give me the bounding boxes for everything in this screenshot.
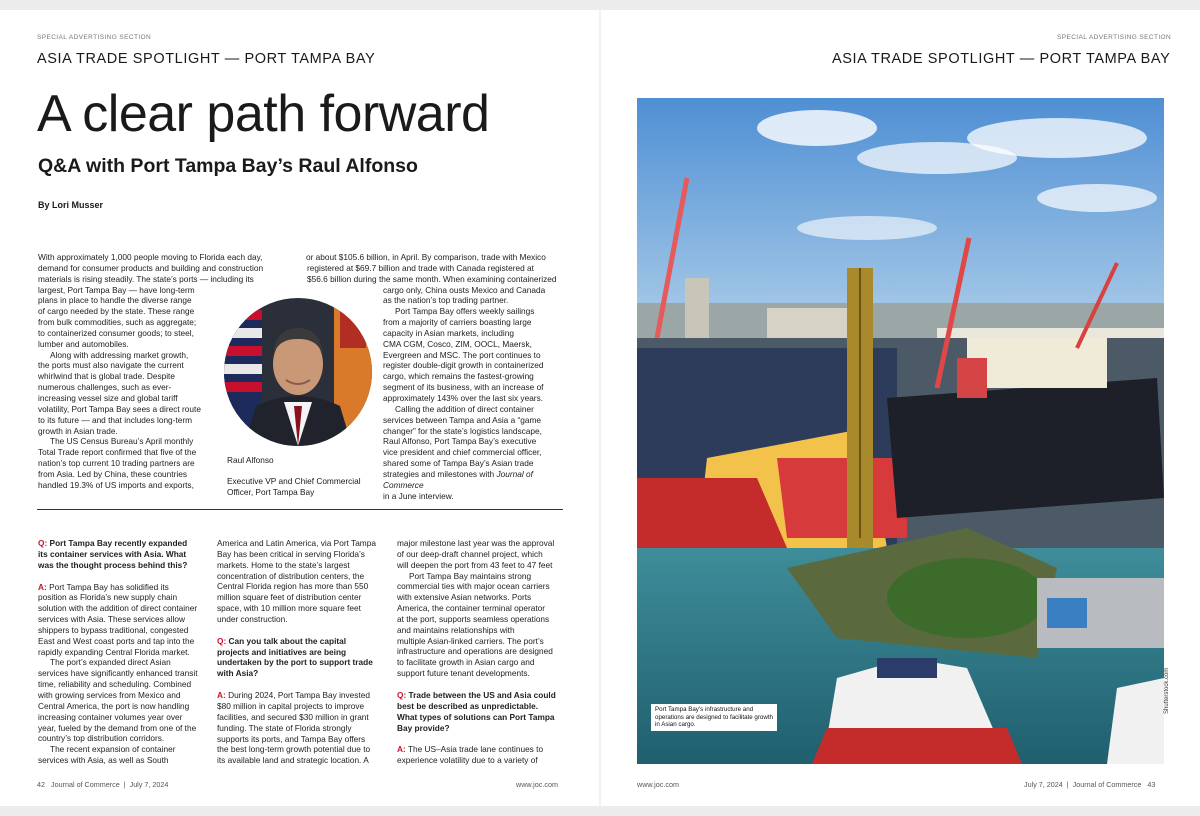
subhead: Q&A with Port Tampa Bay’s Raul Alfonso	[38, 155, 418, 177]
q-text: Port Tampa Bay recently expanded	[49, 538, 188, 548]
text-line: or about $105.6 billion, in April. By comparison, trade with Mexico	[306, 252, 546, 262]
a-marker: A:	[217, 690, 226, 701]
q-text: Can you talk about the capital	[228, 635, 347, 646]
text-line: from bulk commodities, such as aggregate;	[38, 317, 197, 328]
a-text: Port Tampa Bay has solidified its	[49, 581, 169, 592]
top-margin	[0, 0, 1200, 10]
text-line: Total Trade report confirmed that five of the	[38, 447, 197, 458]
text-span: strategies and milestones with	[383, 468, 495, 479]
qa-column-2	[217, 538, 392, 766]
question-1	[38, 538, 210, 549]
a-text: country’s top distribution corridors.	[38, 733, 165, 744]
kicker-right: ASIA TRADE SPOTLIGHT — PORT TAMPA BAY	[832, 51, 1171, 67]
photo-caption: Port Tampa Bay’s infrastructure and operations are designed to facilitate growth in Asian cargo.	[651, 704, 777, 731]
text-line: of cargo needed by the state. These range	[38, 306, 195, 317]
a-text: with extensive Asian networks. Ports	[397, 592, 532, 603]
issue-date: July 7, 2024	[129, 780, 169, 789]
q-text: best be described as unpredictable.	[397, 700, 539, 711]
a-marker: A:	[38, 581, 47, 592]
a-text: During 2024, Port Tampa Bay invested	[228, 690, 370, 701]
kicker-left: ASIA TRADE SPOTLIGHT — PORT TAMPA BAY	[37, 51, 376, 67]
a-text: funding. The state of Florida strongly	[217, 722, 352, 733]
text-line: volatility, Port Tampa Bay sees a direct route	[38, 403, 201, 414]
text-line: materials is rising steadily. The state’s ports — including its	[38, 273, 254, 284]
q-text: Bay provide?	[397, 722, 450, 733]
text-line: Evergreen and MSC. The port continues to	[383, 349, 541, 360]
portrait-caption-name: Raul Alfonso	[227, 455, 274, 465]
text-line: whirlwind that is global trade. Despite	[38, 371, 175, 382]
text-line: demand for consumer products and building and construction	[38, 262, 264, 273]
text-line: growth in Asian trade.	[38, 425, 118, 436]
a-text: increasing container volumes year over	[38, 711, 183, 722]
bottom-margin	[0, 806, 1200, 816]
a-text: major milestone last year was the approval	[397, 538, 555, 548]
a-text: solution with the addition of direct container	[38, 603, 198, 614]
a-text: infrastructure and operations are designed	[397, 646, 553, 657]
a-text: time, reliability and scheduling. Combined	[38, 679, 192, 690]
port-photo	[637, 98, 1164, 764]
caption-line: Officer, Port Tampa Bay	[227, 487, 315, 497]
a-text: Central Florida region has more than 550	[217, 581, 369, 592]
text-line: Along with addressing market growth,	[50, 349, 189, 360]
text-line: vice president and chief commercial officer,	[383, 447, 542, 458]
text-line: The US Census Bureau’s April monthly	[50, 436, 194, 447]
a-text: Bay has been critical in serving Florida’s	[217, 548, 365, 559]
separator: |	[1066, 780, 1069, 789]
a-text: commercial ties with major ocean carriers	[397, 581, 550, 592]
text-line: With approximately 1,000 people moving to Florida each day,	[38, 252, 263, 262]
a-text: markets. Home to the state’s largest	[217, 559, 350, 570]
a-marker: A:	[397, 744, 406, 755]
text-line: from a majority of carriers boasting large	[383, 317, 532, 328]
text-line: cargo, which remains the fastest-growing	[383, 371, 534, 382]
publication-name: Journal of Commerce	[1072, 780, 1142, 789]
a-text: to facilitate growth in Asian cargo and	[397, 657, 535, 668]
a-text: of our deep-draft channel project, which	[397, 548, 543, 559]
a-text: the best long-term growth potential due to	[217, 744, 371, 755]
photo-credit: Shutterstock.com	[1164, 667, 1170, 714]
text-line: to its future — and that includes long-term	[38, 414, 193, 425]
answer-1	[38, 582, 210, 593]
q-marker: Q:	[397, 689, 407, 700]
a-text: space, with 10 million more square feet	[217, 603, 361, 614]
a-text: The recent expansion of container	[50, 744, 176, 755]
text-line: shared some of Tampa Bay’s Asian trade	[383, 458, 534, 469]
text-line: CMA CGM, Cosco, ZIM, OOCL, Maersk,	[383, 338, 532, 349]
text-span: in a June interview.	[383, 490, 454, 501]
a-text: East and West coast ports and tap into the	[38, 635, 195, 646]
a-text: Central America, the port is now handling	[38, 700, 190, 711]
q-marker: Q:	[38, 538, 48, 548]
text-line: changer” for the state’s logistics landscape,	[383, 425, 542, 436]
a-text: America, the container terminal operator	[397, 603, 546, 614]
a-text: The port’s expanded direct Asian	[50, 657, 171, 668]
text-line: lumber and automobiles.	[38, 338, 129, 349]
text-line: largest, Port Tampa Bay — have long-term	[38, 284, 195, 295]
section-label-left: SPECIAL ADVERTISING SECTION	[37, 34, 152, 41]
text-line: plans in place to handle the diverse range	[38, 295, 192, 306]
a-text: year, fueled by the demand from one of the	[38, 722, 197, 733]
a-text: facilities, and secured $30 million in grant	[217, 711, 369, 722]
q-text: with Asia?	[217, 668, 259, 679]
a-text: $80 million in capital projects to improve	[217, 700, 365, 711]
answer-3	[397, 744, 569, 755]
text-line: Raul Alfonso, Port Tampa Bay’s executive	[383, 436, 537, 447]
a-text: with growing services from Mexico and	[38, 689, 181, 700]
a-text: and maintains relationships with	[397, 624, 515, 635]
folio-url-left: www.joc.com	[516, 780, 558, 789]
text-line: numerous challenges, such as ever-	[38, 382, 172, 393]
text-line: cargo only, China ousts Mexico and Canada	[383, 284, 546, 295]
publication-name: Journal of Commerce	[51, 780, 120, 789]
q-text: was the thought process behind this?	[38, 559, 188, 570]
a-text: multiple Asian-linked carriers. The port’s	[397, 635, 544, 646]
text-line: as the nation’s top trading partner.	[383, 295, 509, 306]
text-line: nation’s top current 10 trading partners are	[38, 458, 195, 469]
a-text: experience volatility due to a variety of	[397, 755, 538, 766]
q-text: undertaken by the port to support trade	[217, 657, 373, 668]
a-text: services with Asia. These services allow	[38, 614, 185, 625]
separator: |	[123, 780, 126, 789]
a-text: Port Tampa Bay maintains strong	[409, 570, 532, 581]
publication-name: Journal of Commerce	[383, 468, 533, 490]
page-number: 43	[1147, 780, 1156, 789]
page-number: 42	[37, 780, 45, 789]
text-line: Port Tampa Bay offers weekly sailings	[395, 306, 535, 317]
a-text: will deepen the port from 43 feet to 47 feet	[397, 559, 553, 570]
a-text: million square feet of distribution center	[217, 592, 362, 603]
byline: By Lori Musser	[38, 200, 104, 210]
folio-left	[37, 780, 168, 789]
portrait-caption-title	[227, 476, 367, 498]
folio-right	[1024, 780, 1155, 789]
text-line: handled 19.3% of US imports and exports,	[38, 479, 194, 490]
issue-date: July 7, 2024	[1024, 780, 1063, 789]
question-2	[217, 636, 392, 647]
section-divider	[37, 509, 563, 510]
text-line: the ports must also navigate the current	[38, 360, 184, 371]
text-line: $56.6 billion during the same month. When examining containerized	[307, 273, 557, 284]
a-text: America and Latin America, via Port Tampa	[217, 538, 376, 548]
text-line: to containerized consumer goods; to steel,	[38, 327, 194, 338]
q-text: its container services with Asia. What	[38, 548, 187, 559]
a-text: at the port, supports seamless operations	[397, 613, 550, 624]
text-line: increasing vessel size and global tariff	[38, 392, 178, 403]
port-scene-illustration	[637, 98, 1164, 764]
q-text: Trade between the US and Asia could	[408, 689, 556, 700]
page-gutter	[599, 10, 601, 806]
q-text: projects and initiatives are being	[217, 646, 347, 657]
q-marker: Q:	[217, 635, 227, 646]
a-text: support future tenant developments.	[397, 668, 530, 679]
a-text: position as Florida’s new supply chain	[38, 592, 178, 603]
text-line: services between Tampa and Asia a “game	[383, 414, 542, 425]
answer-2	[217, 690, 392, 701]
text-line: approximately 143% over the last six years.	[383, 392, 544, 403]
a-text: services with Asia, as well as South	[38, 755, 169, 766]
a-text: concentration of distribution centers, the	[217, 570, 365, 581]
a-text: The US–Asia trade lane continues to	[407, 744, 544, 755]
a-text: rapidly expanding Central Florida market.	[38, 646, 190, 657]
qa-column-1	[38, 538, 210, 766]
text-line: Calling the addition of direct container	[395, 403, 534, 414]
portrait-photo	[224, 298, 372, 446]
text-line: capacity in Asian markets, including	[383, 327, 514, 338]
question-3	[397, 690, 569, 701]
a-text: shippers to bypass traditional, congested	[38, 624, 189, 635]
qa-column-3	[397, 538, 569, 766]
text-line: registered at $69.7 billion and trade with Canada registered at	[307, 262, 534, 273]
text-line: from Asia. Led by China, these countries	[38, 468, 187, 479]
caption-line: Executive VP and Chief Commercial	[227, 476, 361, 486]
a-text: services have significantly enhanced transit	[38, 668, 198, 679]
text-line: register double-digit growth in containerized	[383, 360, 544, 371]
section-label-right: SPECIAL ADVERTISING SECTION	[1057, 34, 1172, 41]
a-text: supports its ports, and Tampa Bay offers	[217, 733, 366, 744]
headline: A clear path forward	[37, 85, 490, 143]
portrait-illustration	[224, 298, 372, 446]
q-text: What types of solutions can Port Tampa	[397, 711, 555, 722]
folio-url-right: www.joc.com	[637, 780, 679, 789]
a-text: its available land and strategic location. A	[217, 755, 369, 766]
text-line: segment of its business, with an increase of	[383, 382, 544, 393]
a-text: under construction.	[217, 613, 288, 624]
